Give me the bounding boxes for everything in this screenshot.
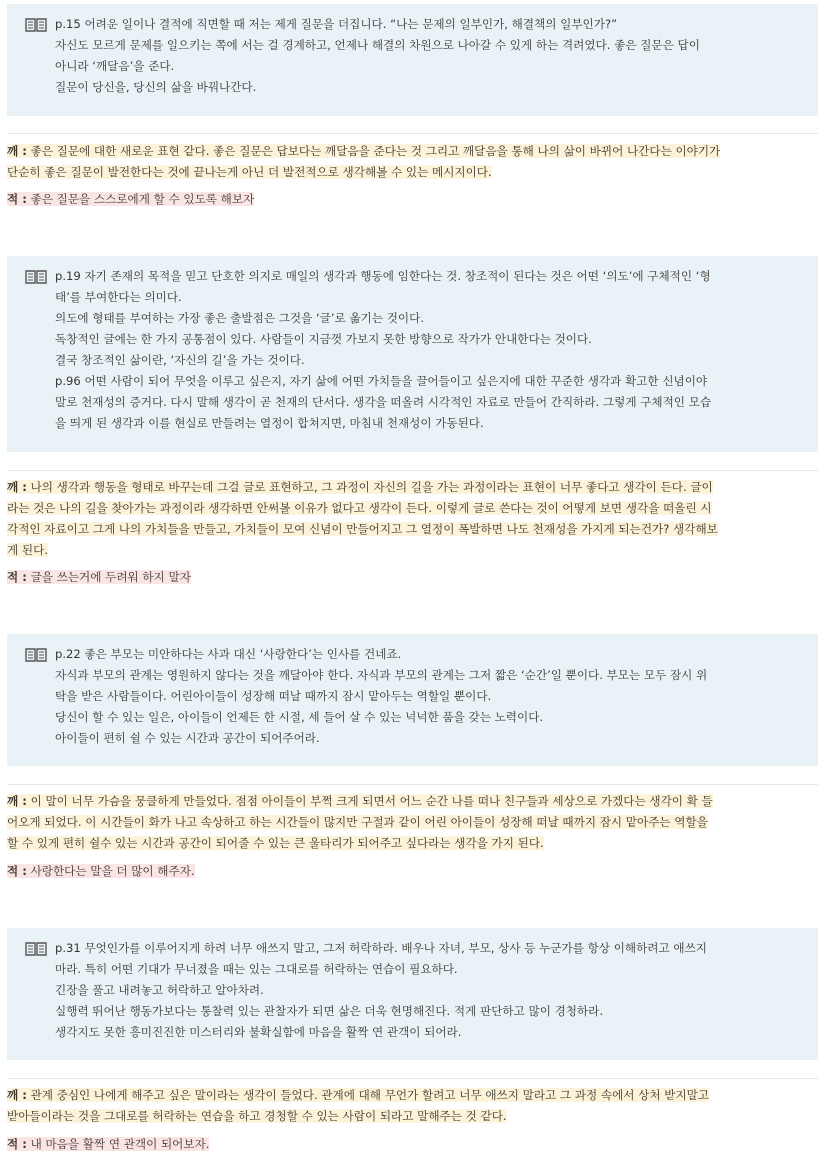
- kkae-text: 받아들이라는 것을 그대로를 허락하는 연습을 하고 경청할 수 있는 사람이 되라고 말해주는 것 같다.: [7, 1109, 507, 1123]
- quote-line: p.19 자기 존재의 목적을 믿고 단호한 의지로 매일의 생각과 행동에 임한다는 것. 창조적이 된다는 것은 어떤 ‘의도’에 구체적인 ‘형: [55, 269, 711, 283]
- kkae-text: 나의 생각과 행동을 형태로 바꾸는데 그걸 글로 표현하고, 그 과정이 자신의 길을 가는 과정이라는 표현이 너무 좋다고 생각이 든다. 글이: [30, 480, 713, 494]
- kkae-label: 깨 :: [7, 480, 27, 494]
- open-book-icon: [24, 16, 48, 34]
- quote-line: 당신이 할 수 있는 일은, 아이들이 언제든 한 시절, 세 들어 살 수 있는 넉넉한 품을 갖는 노력이다.: [55, 710, 544, 724]
- quote-callout: [7, 634, 818, 766]
- divider: [7, 133, 818, 134]
- quote-line: 아이들이 편히 쉴 수 있는 시간과 공간이 되어주어라.: [55, 731, 320, 745]
- divider: [7, 470, 818, 471]
- quote-line: 독창적인 글에는 한 가지 공통점이 있다. 사람들이 지금껏 가보지 못한 방향으로 작가가 안내한다는 것이다.: [55, 332, 592, 346]
- kkae-note: [7, 791, 822, 854]
- kkae-text: 게 된다.: [7, 543, 48, 557]
- quote-line: 자신도 모르게 문제를 일으키는 쪽에 서는 걸 경계하고, 언제나 해결의 차원으로 나아갈 수 있게 하는 격려였다. 좋은 질문은 답이: [55, 38, 700, 52]
- jeok-note: [7, 567, 822, 588]
- quote-callout: [7, 4, 818, 116]
- jeok-label: 적 :: [7, 1137, 27, 1151]
- jeok-label: 적 :: [7, 192, 27, 206]
- kkae-label: 깨 :: [7, 1088, 27, 1102]
- quote-line: 실행력 뛰어난 행동가보다는 통찰력 있는 관찰자가 되면 삶은 더욱 현명해진다. 적게 판단하고 많이 경청하라.: [55, 1004, 604, 1018]
- jeok-text: 글을 쓰는거에 두려워 하지 말자: [30, 570, 191, 584]
- quote-line: 을 띄게 된 생각과 이를 현실로 만들려는 열정이 합쳐지면, 마침내 천재성이 가동된다.: [55, 416, 484, 430]
- quote-line: 자식과 부모의 관계는 영원하지 않다는 것을 깨달아야 한다. 자식과 부모의 관계는 그저 짧은 ‘순간’일 뿐이다. 부모는 모두 잠시 위: [55, 668, 708, 682]
- kkae-text: 좋은 질문에 대한 새로운 표현 같다. 좋은 질문은 답보다는 깨달음을 준다는 것 그리고 깨달음을 통해 나의 삶이 바뀌어 나간다는 이야기가: [30, 144, 721, 158]
- quote-callout: [7, 256, 818, 452]
- quote-line: 결국 창조적인 삶이란, ‘자신의 길’을 가는 것이다.: [55, 353, 305, 367]
- jeok-note: [7, 189, 822, 210]
- quote-line: 탁을 받은 사람들이다. 어린아이들이 성장해 떠날 때까지 잠시 맡아두는 역할일 뿐이다.: [55, 689, 492, 703]
- quote-line: 마라. 특히 어떤 기대가 무너졌을 때는 있는 그대로를 허락하는 연습이 필요하다.: [55, 962, 458, 976]
- divider: [7, 784, 818, 785]
- kkae-text: 관계 중심인 나에게 해주고 싶은 말이라는 생각이 들었다. 관계에 대해 무언가 할려고 너무 애쓰지 말라고 그 과정 속에서 상처 받지말고: [30, 1088, 710, 1102]
- quote-line: 아니라 ‘깨달음’을 준다.: [55, 59, 175, 73]
- open-book-icon: [24, 268, 48, 286]
- kkae-label: 깨 :: [7, 794, 27, 808]
- kkae-text: 단순히 좋은 질문이 발전한다는 것에 끝나는게 아닌 더 발전적으로 생각해볼 수 있는 메시지이다.: [7, 165, 492, 179]
- kkae-label: 깨 :: [7, 144, 27, 158]
- divider: [7, 1078, 818, 1079]
- quote-line: p.15 어려운 일이나 결적에 직면할 때 저는 제게 질문을 더집니다. “나는 문제의 일부인가, 해결책의 일부인가?”: [55, 17, 618, 31]
- quote-line: p.31 무엇인가를 이루어지게 하려 너무 애쓰지 말고, 그저 허락하라. 배우나 자녀, 부모, 상사 등 누군가를 항상 이해하려고 애쓰지: [55, 941, 707, 955]
- jeok-text: 사랑한다는 말을 더 많이 해주자.: [30, 864, 195, 878]
- kkae-note: [7, 477, 822, 561]
- jeok-text: 내 마음을 활짝 연 관객이 되어보자.: [30, 1137, 210, 1151]
- quote-callout: [7, 928, 818, 1060]
- open-book-icon: [24, 646, 48, 664]
- quote-line: 태’를 부여한다는 의미다.: [55, 290, 182, 304]
- quote-line: 말로 천재성의 증거다. 다시 말해 생각이 곧 천재의 단서다. 생각을 떠올려 시각적인 자료로 만들어 간직하라. 그렇게 구체적인 모습: [55, 395, 712, 409]
- kkae-note: [7, 141, 822, 183]
- kkae-text: 할 수 있게 편히 쉴수 있는 시간과 공간이 되어줄 수 있는 큰 울타리가 되어주고 싶다라는 생각을 가지 된다.: [7, 836, 544, 850]
- quote-line: 생각지도 못한 흥미진진한 미스터리와 불확실함에 마음을 활짝 연 관객이 되어라.: [55, 1025, 462, 1039]
- jeok-label: 적 :: [7, 570, 27, 584]
- kkae-text: 이 말이 너무 가슴을 뭉클하게 만들었다. 점점 아이들이 부쩍 크게 되면서 어느 순간 나를 떠나 친구들과 세상으로 가겠다는 생각이 확 들: [30, 794, 713, 808]
- jeok-note: [7, 1134, 822, 1155]
- open-book-icon: [24, 940, 48, 958]
- jeok-note: [7, 861, 822, 882]
- quote-line: 질문이 당신을, 당신의 삶을 바꿔나간다.: [55, 80, 257, 94]
- quote-line: 의도에 형태를 부여하는 가장 좋은 출발점은 그것을 ‘글’로 옮기는 것이다.: [55, 311, 425, 325]
- kkae-text: 라는 것은 나의 길을 찾아가는 과정이라 생각하면 안써볼 이유가 없다고 생각이 든다. 이렇게 글로 쓴다는 것이 어떻게 보면 생각을 떠올린 시: [7, 501, 712, 515]
- quote-line: p.96 어떤 사람이 되어 무엇을 이루고 싶은지, 자기 삶에 어떤 가치들을 끌어들이고 싶은지에 대한 꾸준한 생각과 확고한 신념이야: [55, 374, 708, 388]
- kkae-text: 각적인 자료이고 그게 나의 가치들을 만들고, 가치들이 모여 신념이 만들어지고 그 열정이 폭발하면 나도 천재성을 가지게 되는건가? 생각해보: [7, 522, 718, 536]
- jeok-text: 좋은 질문을 스스로에게 할 수 있도록 해보자: [30, 192, 255, 206]
- quote-line: 긴장을 풀고 내려놓고 허락하고 알아차려.: [55, 983, 264, 997]
- kkae-text: 어오게 되었다. 이 시간들이 화가 나고 속상하고 하는 시간들이 많지만 구절과 같이 어린 아이들이 성장해 떠날 때까지 잠시 맡아주는 역할을: [7, 815, 708, 829]
- kkae-note: [7, 1085, 822, 1127]
- quote-line: p.22 좋은 부모는 미안하다는 사과 대신 ‘사랑한다’는 인사를 건네죠.: [55, 647, 402, 661]
- jeok-label: 적 :: [7, 864, 27, 878]
